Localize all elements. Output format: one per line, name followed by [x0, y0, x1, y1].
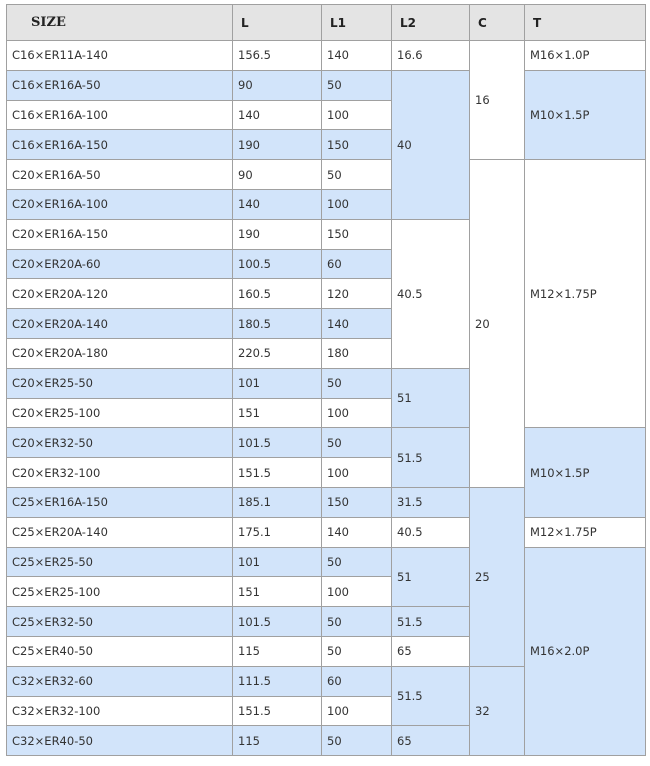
table-row [7, 41, 646, 71]
l-cell: 101 [233, 547, 322, 577]
l-cell: 90 [233, 70, 322, 100]
l2-cell: 65 [392, 726, 470, 756]
t-cell: M10×1.5P [525, 70, 646, 159]
l1-cell: 60 [322, 249, 392, 279]
c-cell: 25 [470, 487, 525, 666]
spec-table [6, 4, 646, 756]
l2-cell: 65 [392, 636, 470, 666]
l1-cell: 140 [322, 41, 392, 71]
l-cell: 115 [233, 636, 322, 666]
l-cell: 101.5 [233, 607, 322, 637]
l-cell: 101.5 [233, 428, 322, 458]
l1-cell: 150 [322, 130, 392, 160]
l1-cell: 100 [322, 398, 392, 428]
header-c: C [470, 5, 525, 41]
size-cell: C20×ER25-50 [7, 368, 233, 398]
size-cell: C25×ER16A-150 [7, 487, 233, 517]
l1-cell: 150 [322, 219, 392, 249]
l2-cell: 40.5 [392, 219, 470, 368]
l1-cell: 50 [322, 428, 392, 458]
l-cell: 175.1 [233, 517, 322, 547]
size-cell: C20×ER25-100 [7, 398, 233, 428]
l1-cell: 50 [322, 607, 392, 637]
size-cell: C25×ER25-50 [7, 547, 233, 577]
l-cell: 190 [233, 130, 322, 160]
size-cell: C25×ER40-50 [7, 636, 233, 666]
l-cell: 151 [233, 577, 322, 607]
l-cell: 220.5 [233, 338, 322, 368]
l2-cell: 31.5 [392, 487, 470, 517]
c-cell: 16 [470, 41, 525, 160]
size-cell: C25×ER20A-140 [7, 517, 233, 547]
l1-cell: 50 [322, 160, 392, 190]
size-cell: C20×ER16A-150 [7, 219, 233, 249]
header-l: L [233, 5, 322, 41]
l1-cell: 100 [322, 189, 392, 219]
l-cell: 151.5 [233, 458, 322, 488]
l-cell: 140 [233, 189, 322, 219]
l-cell: 190 [233, 219, 322, 249]
size-cell: C20×ER32-50 [7, 428, 233, 458]
l1-cell: 100 [322, 696, 392, 726]
l2-cell: 16.6 [392, 41, 470, 71]
t-cell: M10×1.5P [525, 428, 646, 517]
size-cell: C32×ER32-100 [7, 696, 233, 726]
size-cell: C16×ER16A-150 [7, 130, 233, 160]
table-row [7, 517, 646, 547]
l1-cell: 50 [322, 70, 392, 100]
size-cell: C20×ER32-100 [7, 458, 233, 488]
size-cell: C25×ER32-50 [7, 607, 233, 637]
t-cell: M16×2.0P [525, 547, 646, 756]
l-cell: 111.5 [233, 666, 322, 696]
header-l1: L1 [322, 5, 392, 41]
l1-cell: 50 [322, 368, 392, 398]
l1-cell: 100 [322, 100, 392, 130]
size-cell: C20×ER20A-120 [7, 279, 233, 309]
t-cell: M16×1.0P [525, 41, 646, 71]
l1-cell: 60 [322, 666, 392, 696]
l-cell: 160.5 [233, 279, 322, 309]
size-cell: C32×ER32-60 [7, 666, 233, 696]
header-row [7, 5, 646, 41]
t-cell: M12×1.75P [525, 160, 646, 428]
header-size: SIZE [7, 5, 233, 41]
l1-cell: 140 [322, 517, 392, 547]
l1-cell: 150 [322, 487, 392, 517]
l1-cell: 100 [322, 577, 392, 607]
l2-cell: 51.5 [392, 607, 470, 637]
l-cell: 180.5 [233, 309, 322, 339]
size-cell: C25×ER25-100 [7, 577, 233, 607]
c-cell: 20 [470, 160, 525, 488]
l1-cell: 140 [322, 309, 392, 339]
l1-cell: 50 [322, 726, 392, 756]
size-cell: C20×ER20A-180 [7, 338, 233, 368]
l-cell: 156.5 [233, 41, 322, 71]
l-cell: 100.5 [233, 249, 322, 279]
size-cell: C20×ER20A-140 [7, 309, 233, 339]
size-cell: C32×ER40-50 [7, 726, 233, 756]
size-cell: C16×ER16A-100 [7, 100, 233, 130]
l-cell: 151.5 [233, 696, 322, 726]
l-cell: 90 [233, 160, 322, 190]
size-cell: C20×ER20A-60 [7, 249, 233, 279]
table-row [7, 160, 646, 190]
size-cell: C20×ER16A-50 [7, 160, 233, 190]
l1-cell: 50 [322, 547, 392, 577]
table-row [7, 547, 646, 577]
l2-cell: 40 [392, 70, 470, 219]
l-cell: 151 [233, 398, 322, 428]
l2-cell: 51 [392, 547, 470, 607]
l-cell: 115 [233, 726, 322, 756]
size-cell: C20×ER16A-100 [7, 189, 233, 219]
l1-cell: 50 [322, 636, 392, 666]
table-row [7, 70, 646, 100]
t-cell: M12×1.75P [525, 517, 646, 547]
l2-cell: 51.5 [392, 428, 470, 488]
header-l2: L2 [392, 5, 470, 41]
table-header [7, 5, 646, 41]
l1-cell: 100 [322, 458, 392, 488]
l1-cell: 180 [322, 338, 392, 368]
c-cell: 32 [470, 666, 525, 755]
l-cell: 101 [233, 368, 322, 398]
l-cell: 140 [233, 100, 322, 130]
l1-cell: 120 [322, 279, 392, 309]
size-cell: C16×ER11A-140 [7, 41, 233, 71]
table-body [7, 41, 646, 756]
l2-cell: 51.5 [392, 666, 470, 726]
l2-cell: 51 [392, 368, 470, 428]
header-t: T [525, 5, 646, 41]
l-cell: 185.1 [233, 487, 322, 517]
size-cell: C16×ER16A-50 [7, 70, 233, 100]
table-row [7, 428, 646, 458]
l2-cell: 40.5 [392, 517, 470, 547]
